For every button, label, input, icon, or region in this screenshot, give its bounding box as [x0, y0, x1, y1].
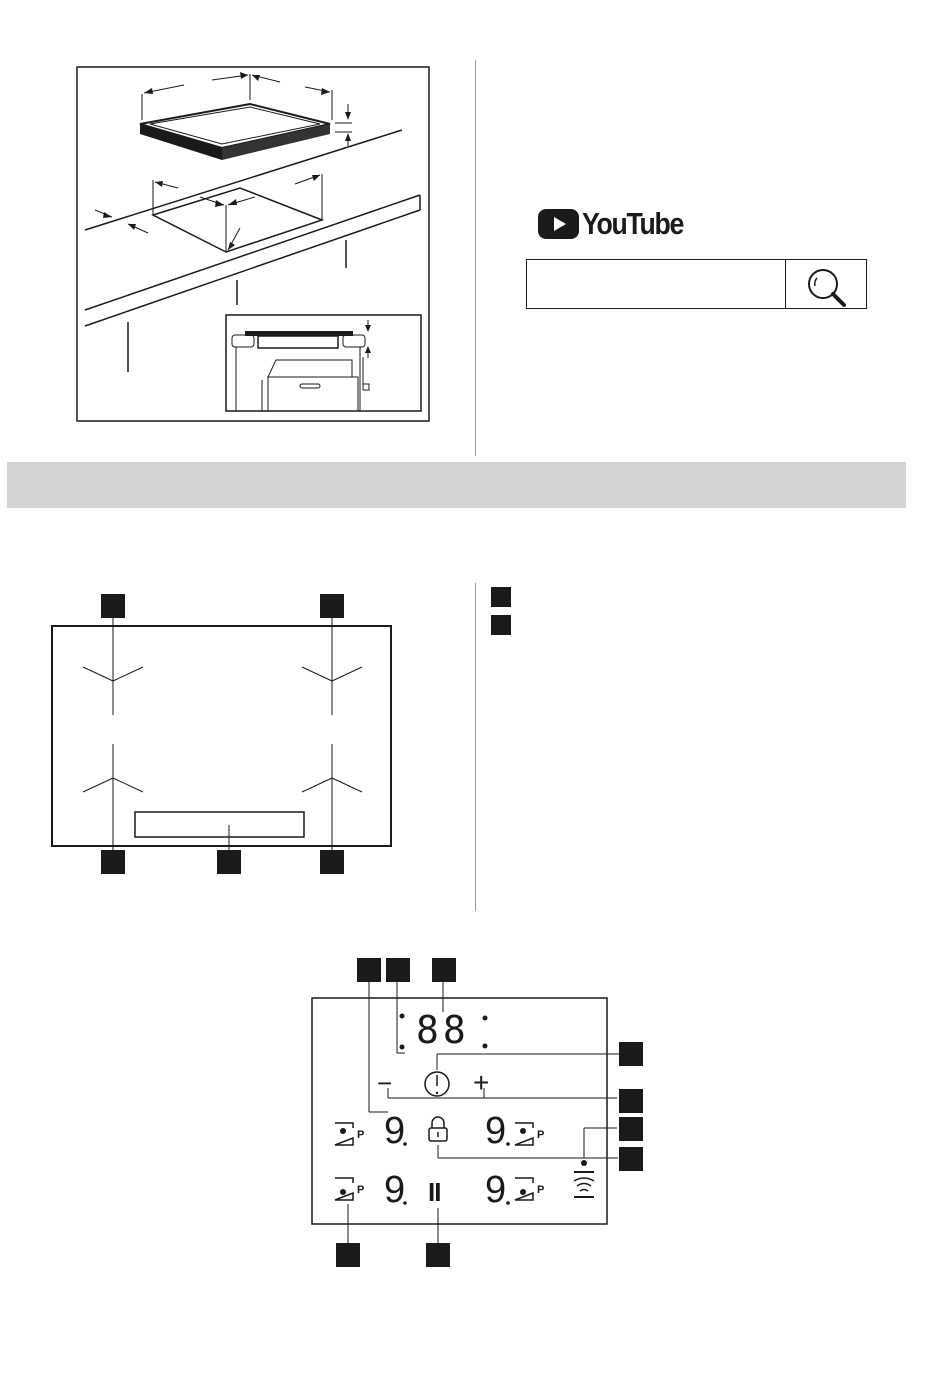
timer-display: 88 — [416, 1008, 470, 1052]
zone-pause-p-icon[interactable] — [335, 1178, 353, 1200]
search-button[interactable] — [786, 260, 866, 308]
magnifier-icon — [786, 260, 866, 310]
timer-plus-button[interactable]: + — [473, 1067, 490, 1098]
zone-level-front-left: 9 — [384, 1110, 406, 1152]
callout-zone-4 — [320, 850, 344, 874]
callout-zone-2 — [320, 594, 344, 618]
callout-panel-b — [386, 958, 410, 982]
zone-p-label: P — [357, 1184, 365, 1196]
zone-level-front-right: 9 — [485, 1110, 507, 1152]
youtube-play-icon — [538, 209, 579, 239]
callout-panel-a — [357, 958, 381, 982]
callout-panel-i — [426, 1243, 450, 1267]
zone-pause-p-icon[interactable] — [515, 1178, 533, 1200]
callout-control-panel — [217, 850, 241, 874]
legend-marker-2 — [491, 615, 511, 635]
zone-level-rear-right: 9 — [485, 1169, 507, 1211]
zone-p-label: P — [537, 1184, 545, 1196]
callout-panel-e — [619, 1089, 643, 1113]
zone-p-label: P — [537, 1129, 545, 1141]
column-divider-top — [475, 60, 476, 456]
callout-panel-h — [336, 1243, 360, 1267]
hood-wireless-icon[interactable] — [574, 1160, 594, 1197]
search-bar[interactable] — [526, 259, 867, 309]
zone-pause-p-icon[interactable] — [335, 1123, 353, 1145]
youtube-logo — [538, 204, 700, 244]
padlock-icon[interactable] — [429, 1117, 447, 1141]
control-panel-diagram — [0, 950, 950, 1350]
callout-panel-c — [432, 958, 456, 982]
column-divider-middle — [475, 583, 476, 911]
section-header-band — [7, 462, 906, 508]
youtube-wordmark: YouTube — [582, 206, 684, 241]
clock-icon[interactable] — [425, 1072, 449, 1096]
callout-panel-g — [619, 1147, 643, 1171]
callout-panel-f — [619, 1117, 643, 1141]
callout-zone-1 — [101, 594, 125, 618]
legend-marker-1 — [491, 587, 511, 607]
timer-minus-button[interactable]: − — [377, 1068, 393, 1098]
zone-level-rear-left: 9 — [384, 1169, 406, 1211]
zone-pause-p-icon[interactable] — [515, 1123, 533, 1145]
callout-panel-d — [619, 1042, 643, 1066]
pause-button[interactable]: II — [428, 1177, 441, 1207]
zone-p-label: P — [357, 1129, 365, 1141]
search-input[interactable] — [527, 260, 786, 308]
callout-zone-3 — [101, 850, 125, 874]
